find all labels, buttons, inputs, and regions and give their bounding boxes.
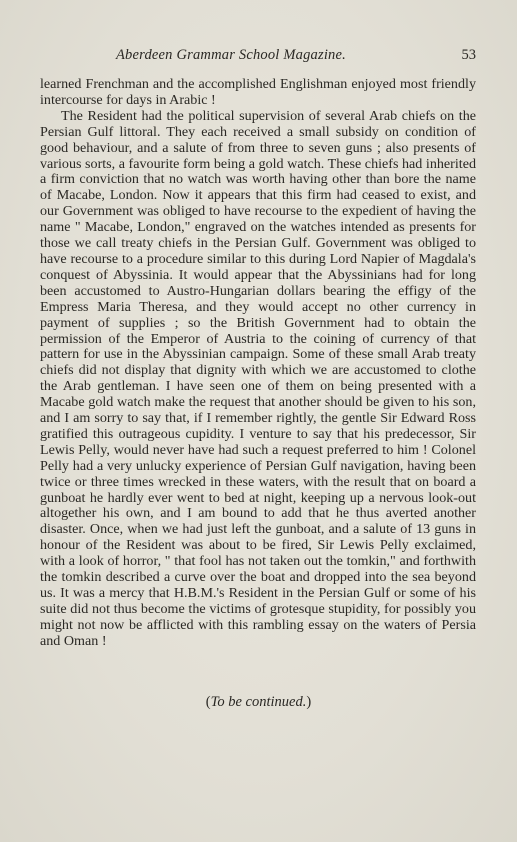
article-body (40, 77, 476, 650)
continued-note: (To be continued.) (205, 694, 312, 710)
paragraph-continuation: learned Frenchman and the accomplished Englishman enjoyed most friendly intercourse for days in Arabic ! (40, 76, 476, 108)
page-number: 53 (461, 47, 476, 63)
continued-note-text: To be continued. (210, 694, 307, 710)
running-title: Aberdeen Grammar School Magazine. (116, 47, 346, 63)
running-head (40, 47, 476, 67)
paragraph-resident: The Resident had the political supervision of several Arab chiefs on the Persian Gulf littoral. They each received a small subsidy on condition of good behaviour, and a salute of from three to seven guns ; also presents of various sorts, a favourite form being a gold watch. These chiefs had inherited a firm conviction that no watch was worth having other than bore the name of Macabe, London. Now it appears that this firm had ceased to exist, and our Government was obliged to have recourse to the expedient of having the name " Macabe, London," engraved on the watches intended as presents for those we call treaty chiefs in the Persian Gulf. Government was obliged to have recourse to a procedure similar to this during Lord Napier of Magdala's conquest of Abyssinia. It would appear that the Abyssinians had for long been accustomed to Austro-Hungarian dollars bearing the effigy of the Empress Maria Theresa, and they would accept no other currency in payment of supplies ; so the British Government had to obtain the permission of the Emperor of Austria to the coining of currency of that pattern for use in the Abyssinian campaign. Some of these small Arab treaty chiefs did not display that dignity with which we are accustomed to clothe the Arab gentleman. I have seen one of them on being presented with a Macabe gold watch make the request that another should be given to his son, and I am sorry to say that, if I remember rightly, the gentle Sir Edward Ross gratified this outrageous cupidity. I venture to say that his predecessor, Sir Lewis Pelly, would never have had such a request preferred to him ! Colonel Pelly had a very unlucky experience of Persian Gulf navigation, having been twice or three times wrecked in these waters, with the result that on board a gunboat he hardly ever went to bed at night, keeping up a nervous look-out altogether his own, and I am bound to add that he thus averted another disaster. Once, when we had just left the gunboat, and a salute of 13 guns in honour of the Resident was about to be fired, Sir Lewis Pelly exclaimed, with a look of horror, " that fool has not taken out the tomkin," and forthwith the tomkin described a curve over the boat and dropped into the sea beyond us. It was a mercy that H.B.M.'s Resident in the Persian Gulf or some of his suite did not thus become the victims of grotesque stupidity, for possibly you might not now be afflicted with this rambling essay on the waters of Persia and Oman ! (40, 107, 476, 649)
